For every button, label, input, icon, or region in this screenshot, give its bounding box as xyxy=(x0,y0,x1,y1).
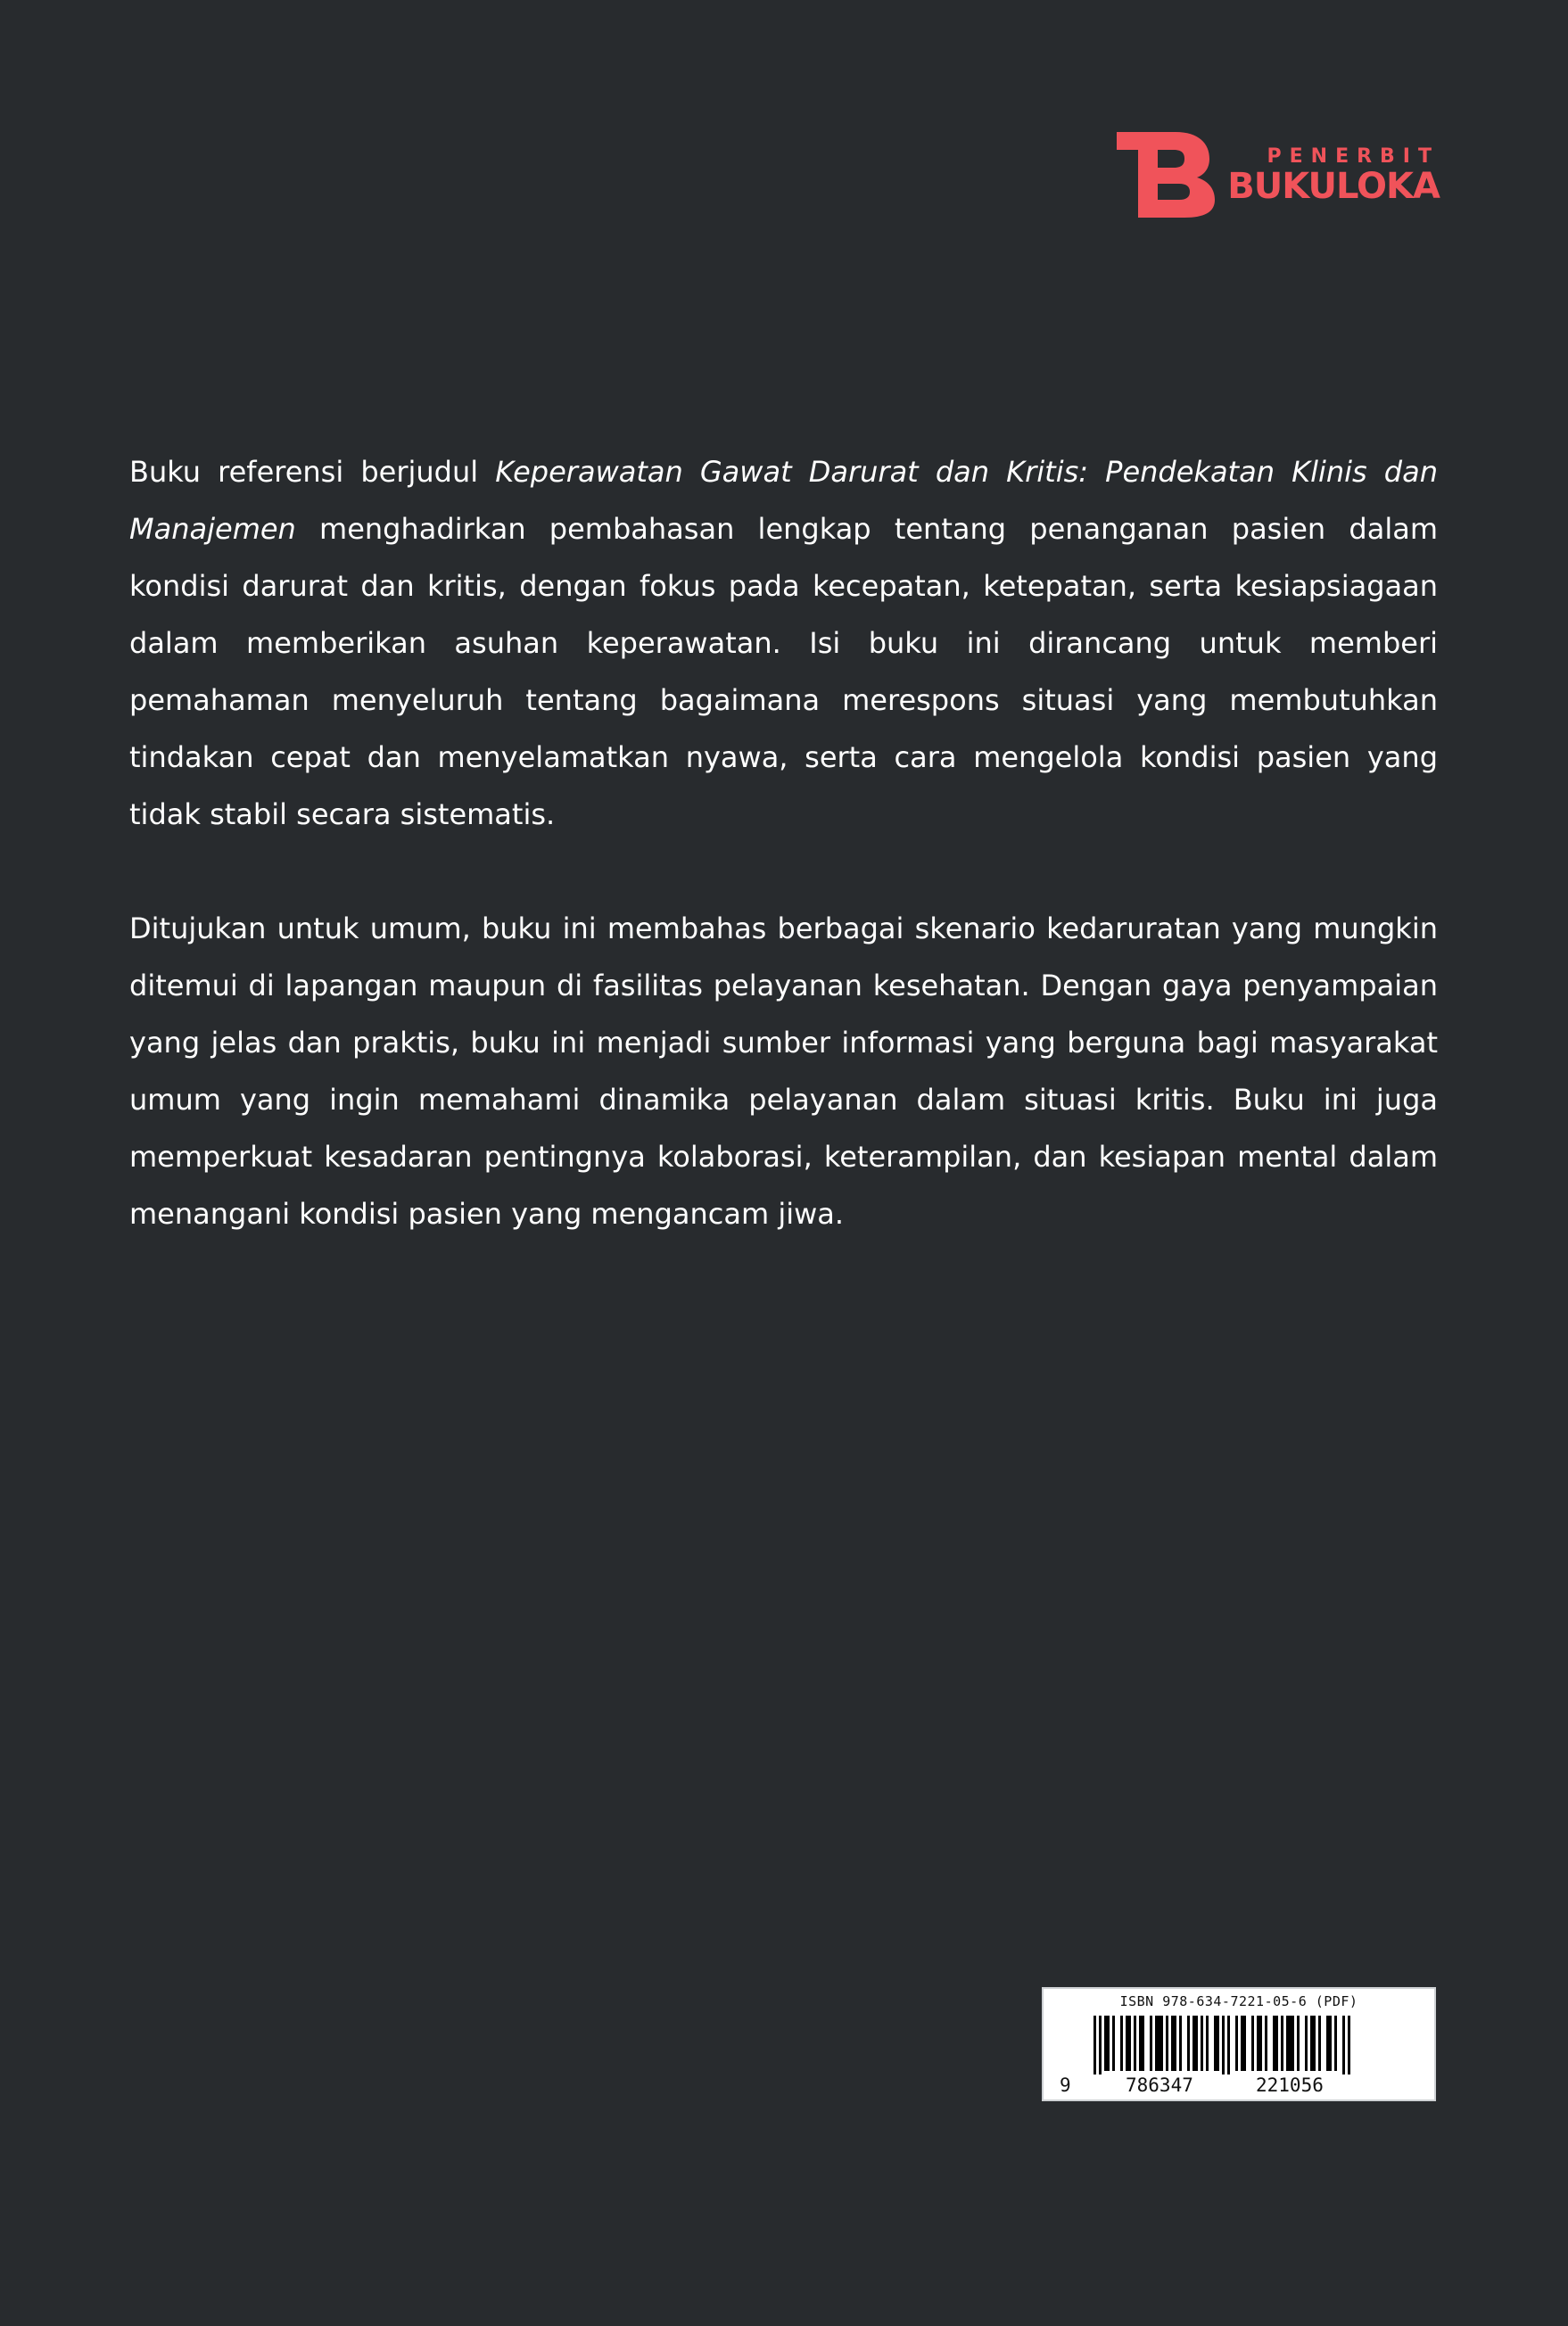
blurb-paragraph-1 xyxy=(129,443,1438,843)
barcode-digit-first: 9 xyxy=(1060,2074,1071,2096)
blurb-p1-rest: menghadirkan pembahasan lengkap tentang penanganan pasien dalam kondisi darurat dan kritis, dengan fokus pada kecepatan, ketepatan, serta kesiapsiagaan dalam memberikan asuhan keperawatan. Isi buku ini dirancang untuk memberi pemahaman menyeluruh tentang bagaimana merespons situasi yang membutuhkan tindakan cepat dan menyelamatkan nyawa, serta cara mengelola kondisi pasien yang tidak stabil secara sistematis. xyxy=(129,512,1438,831)
isbn-label: ISBN 978-634-7221-05-6 (PDF) xyxy=(1119,1993,1358,2009)
barcode-digits-left: 786347 xyxy=(1126,2074,1193,2096)
b-logo-icon xyxy=(1117,132,1215,218)
blurb-paragraph-2: Ditujukan untuk umum, buku ini membahas berbagai skenario kedaruratan yang mungkin ditemui di lapangan maupun di fasilitas pelayanan kesehatan. Dengan gaya penyampaian yang jelas dan praktis, buku ini menjadi sumber informasi yang berguna bagi masyarakat umum yang ingin memahami dinamika pelayanan dalam situasi kritis. Buku ini juga memperkuat kesadaran pentingnya kolaborasi, keterampilan, dan kesiapan mental dalam menangani kondisi pasien yang mengancam jiwa. xyxy=(129,911,1438,1231)
publisher-logo xyxy=(1117,132,1440,218)
barcode-icon xyxy=(1093,2016,1361,2074)
logo-bukuloka-text: BUKULOKA xyxy=(1227,166,1440,207)
barcode-digits-right: 221056 xyxy=(1256,2074,1324,2096)
back-cover-blurb xyxy=(129,443,1438,1299)
logo-penerbit-text: PENERBIT xyxy=(1267,145,1440,168)
isbn-barcode-box xyxy=(1042,1987,1436,2101)
blurb-p1-lead: Buku referensi berjudul xyxy=(129,455,496,489)
book-title: Keperawatan Gawat Darurat dan Kritis: Pendekatan Klinis dan Manajemen xyxy=(129,455,1439,546)
